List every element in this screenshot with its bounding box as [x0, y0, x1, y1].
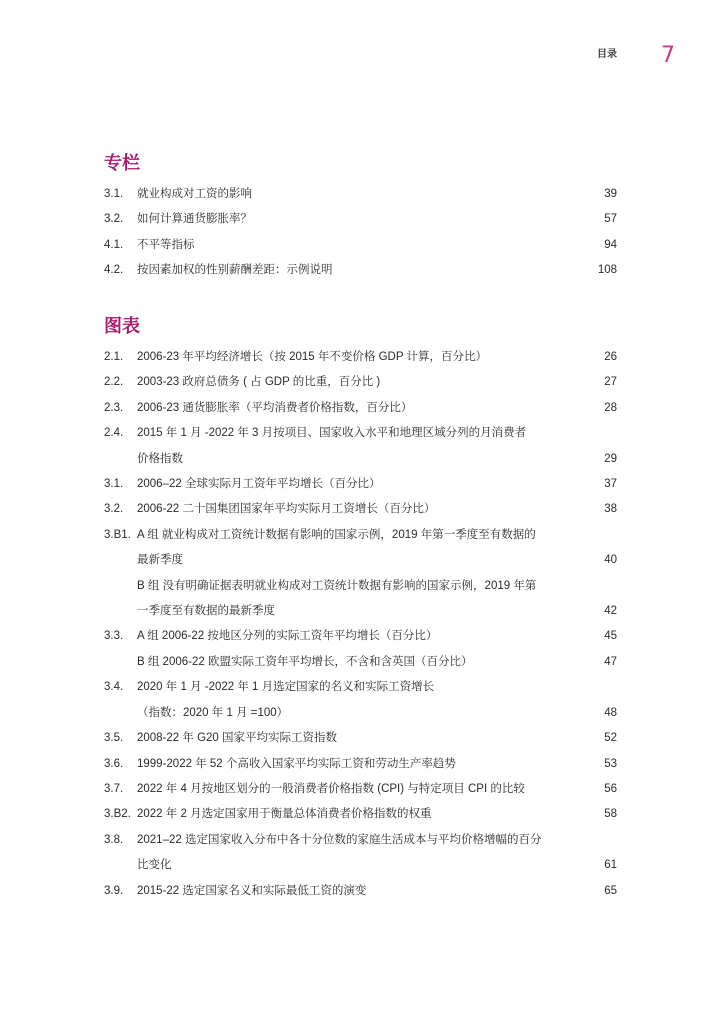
entry-number: 3.3. [104, 630, 124, 643]
entry-title [137, 421, 587, 472]
toc-entry[interactable] [104, 752, 617, 777]
entry-title [137, 675, 587, 726]
entry-number: 3.4. [104, 681, 124, 694]
entry-title [137, 523, 587, 574]
toc-entry[interactable] [104, 650, 617, 675]
entry-page-number: 38 [604, 503, 617, 516]
toc-entry[interactable] [104, 879, 617, 904]
entry-number: 2.1. [104, 351, 124, 363]
entry-title [137, 233, 587, 258]
entry-page-number: 61 [604, 859, 617, 872]
entry-page-number: 53 [604, 757, 617, 770]
entry-number [104, 650, 137, 675]
entry-title-line: 一季度至有数据的最新季度 [137, 605, 275, 618]
running-header-label: 目录 [597, 49, 617, 60]
entry-number: 2.2. [104, 376, 124, 389]
entry-title-line: 就业构成对工资的影响 [137, 188, 252, 200]
toc-entry[interactable] [104, 726, 617, 751]
toc-entry[interactable] [104, 777, 617, 802]
entry-title [137, 370, 587, 395]
entry-title-line: 2006-23 通货膨胀率（平均消费者价格指数，百分比） [137, 401, 413, 414]
entry-title [137, 207, 587, 232]
entry-number: 3.1. [104, 478, 124, 491]
entry-title-line: 不平等指标 [137, 238, 195, 251]
entry-number: 3.6. [104, 757, 124, 770]
entry-title [137, 396, 587, 421]
section-heading: 专栏 [104, 153, 140, 173]
entry-title-line: A 组 就业构成对工资统计数据有影响的国家示例，2019 年第一季度至有数据的 [137, 528, 536, 541]
figures-section [104, 314, 617, 904]
entry-number: 3.B1. [104, 528, 131, 541]
toc-entry[interactable] [104, 233, 617, 258]
entry-title-line: 比变化 [137, 859, 172, 872]
entry-page-number: 39 [604, 188, 617, 200]
entry-title-line: 2003-23 政府总债务 ( 占 GDP 的比重，百分比 ) [137, 376, 381, 389]
entry-number: 3.2. [104, 503, 124, 516]
toc-entry[interactable] [104, 396, 617, 421]
entry-title [137, 777, 587, 802]
entry-title-line: 2020 年 1 月 -2022 年 1 月选定国家的名义和实际工资增长 [137, 681, 435, 694]
entry-title-line: 2015 年 1 月 -2022 年 3 月按项目、国家收入水平和地理区域分列的月消费者 [137, 427, 527, 440]
entry-page-number: 94 [604, 238, 617, 251]
entry-number: 3.1. [104, 188, 124, 200]
toc-entry[interactable] [104, 182, 617, 207]
entry-page-number: 57 [604, 213, 617, 226]
toc-entry[interactable] [104, 207, 617, 232]
entry-title-line: （指数：2020 年 1 月 =100） [137, 706, 289, 719]
entry-title [137, 345, 587, 370]
entry-title-line: 2021–22 选定国家收入分布中各十分位数的家庭生活成本与平均价格增幅的百分 [137, 833, 542, 846]
entry-page-number: 27 [604, 376, 617, 389]
entry-page-number: 52 [604, 732, 617, 745]
toc-entry[interactable] [104, 421, 617, 472]
toc-entry[interactable] [104, 523, 617, 574]
toc-entry[interactable] [104, 472, 617, 497]
entry-page-number: 48 [604, 706, 617, 719]
entry-title [137, 879, 587, 904]
entry-title-line: A 组 2006-22 按地区分列的实际工资年平均增长（百分比） [137, 630, 438, 643]
entry-page-number: 56 [604, 782, 617, 795]
entry-title [137, 726, 587, 751]
entry-number: 3.B2. [104, 808, 131, 821]
entry-title-line: 2015-22 选定国家名义和实际最低工资的演变 [137, 884, 367, 897]
entry-title-line: 2006–22 全球实际月工资年平均增长（百分比） [137, 478, 381, 491]
entry-page-number: 26 [604, 351, 617, 363]
entry-title-line: 最新季度 [137, 554, 183, 567]
entry-title [137, 624, 587, 649]
entry-title-line: 2006-23 年平均经济增长（按 2015 年不变价格 GDP 计算，百分比） [137, 351, 487, 363]
entry-title-line: 2006-22 二十国集团国家年平均实际月工资增长（百分比） [137, 503, 436, 516]
entry-title-line: 价格指数 [137, 452, 183, 465]
entry-page-number: 108 [597, 264, 617, 277]
page-number: 7 [661, 43, 675, 68]
entry-page-number: 29 [604, 452, 617, 465]
entry-page-number: 42 [604, 605, 617, 618]
entry-number: 3.8. [104, 833, 124, 846]
entry-title-line: 2008-22 年 G20 国家平均实际工资指数 [137, 732, 338, 745]
toc-entry[interactable] [104, 345, 617, 370]
entry-page-number: 47 [604, 655, 617, 668]
entry-number: 2.4. [104, 427, 124, 440]
entry-number: 3.7. [104, 782, 124, 795]
entry-title-line: 1999-2022 年 52 个高收入国家平均实际工资和劳动生产率趋势 [137, 757, 456, 770]
entry-title-line: 2022 年 2 月选定国家用于衡量总体消费者价格指数的权重 [137, 808, 432, 821]
entry-title [137, 574, 587, 625]
entry-number: 3.2. [104, 213, 124, 226]
toc-entry[interactable] [104, 828, 617, 879]
boxes-section [104, 151, 617, 284]
entry-title [137, 650, 587, 675]
entry-page-number: 40 [604, 554, 617, 567]
entry-title-line: 按因素加权的性别薪酬差距：示例说明 [137, 264, 333, 277]
entry-title [137, 258, 587, 283]
toc-entry[interactable] [104, 802, 617, 827]
entry-number: 2.3. [104, 401, 124, 414]
toc-entry[interactable] [104, 574, 617, 625]
entry-title-line: B 组 2006-22 欧盟实际工资年平均增长，不含和含英国（百分比） [137, 655, 473, 668]
entry-page-number: 58 [604, 808, 617, 821]
entry-title [137, 182, 587, 207]
entry-title [137, 472, 587, 497]
toc-entry[interactable] [104, 497, 617, 522]
entry-title [137, 752, 587, 777]
toc-entry[interactable] [104, 258, 617, 283]
entry-number: 4.2. [104, 264, 124, 277]
entry-title-line: 2022 年 4 月按地区划分的一般消费者价格指数 (CPI) 与特定项目 CPI 的比较 [137, 782, 525, 795]
toc-entry[interactable] [104, 675, 617, 726]
entry-title [137, 497, 587, 522]
toc-entry[interactable] [104, 370, 617, 395]
entry-title-line: B 组 没有明确证据表明就业构成对工资统计数据有影响的国家示例，2019 年第 [137, 579, 537, 592]
entry-title [137, 802, 587, 827]
toc-entry[interactable] [104, 624, 617, 649]
entry-page-number: 37 [604, 478, 617, 491]
entry-number [104, 574, 137, 625]
entry-title [137, 828, 587, 879]
entry-page-number: 45 [604, 630, 617, 643]
entry-page-number: 28 [604, 401, 617, 414]
entry-title-line: 如何计算通货膨胀率？ [137, 213, 252, 226]
entry-page-number: 65 [604, 884, 617, 897]
entry-number: 3.5. [104, 732, 124, 745]
entry-number: 4.1. [104, 238, 124, 251]
section-heading: 图表 [104, 316, 140, 336]
entry-number: 3.9. [104, 884, 124, 897]
